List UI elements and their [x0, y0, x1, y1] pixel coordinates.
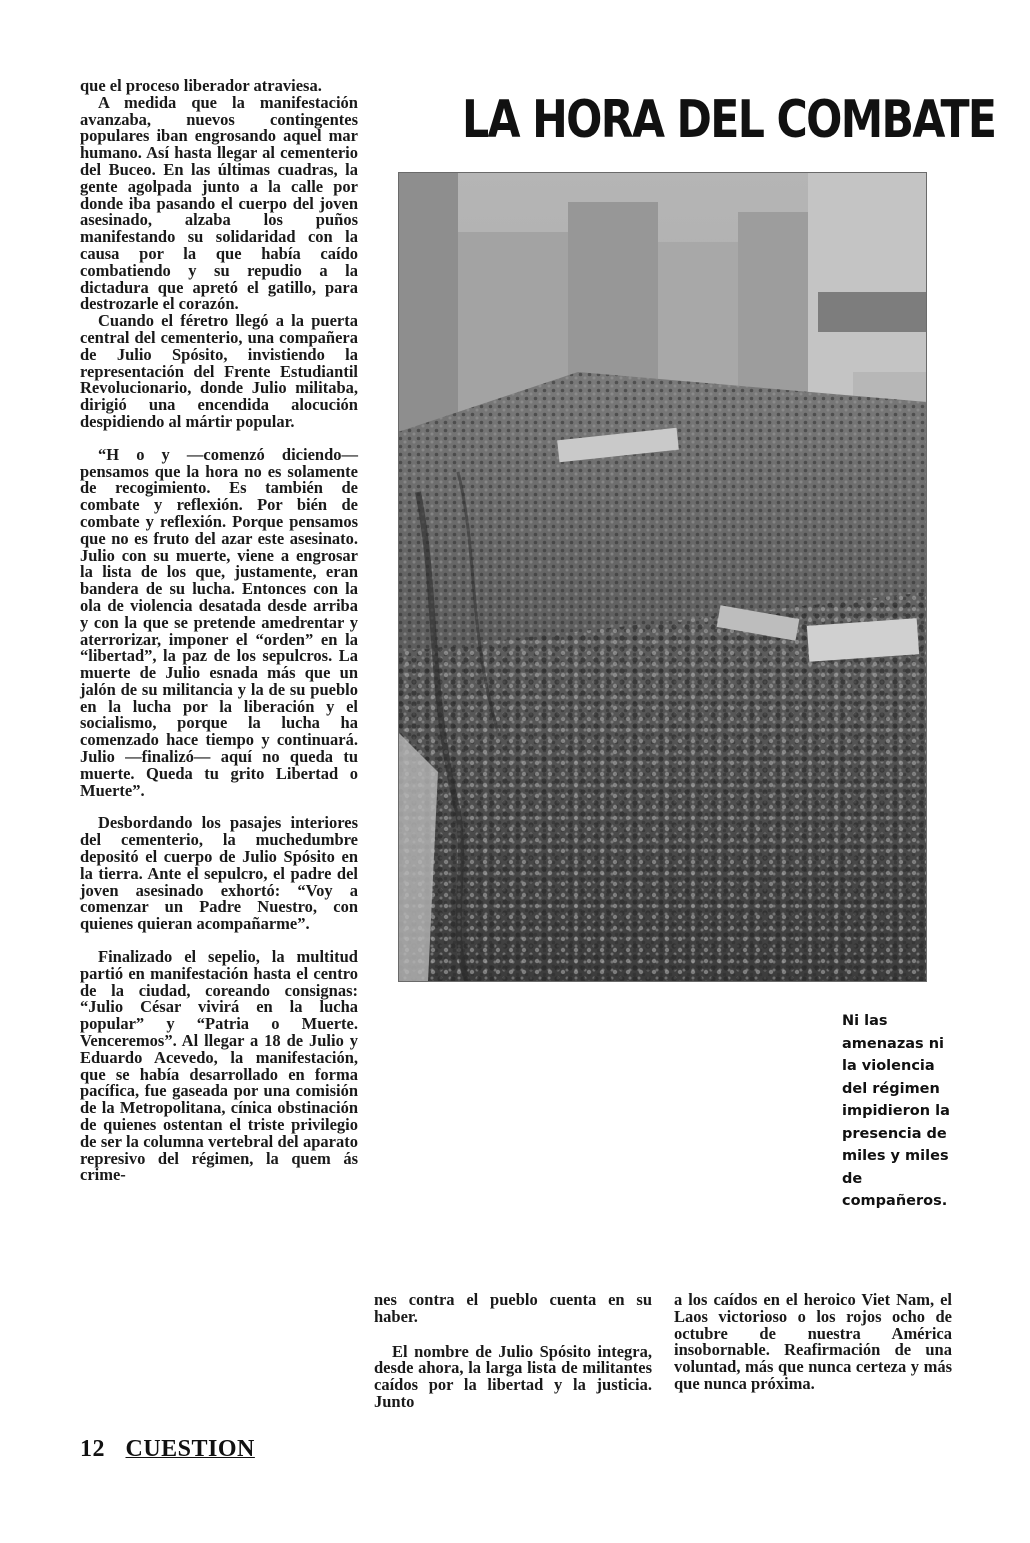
photo-caption: Ni las amenazas ni la violencia del régimen impidieron la presencia de miles y miles de compañeros. [842, 1013, 950, 1209]
paragraph: El nombre de Julio Spósito integra, desde ahora, la larga lista de militantes caídos por la libertad y la justicia. Junto [374, 1341, 652, 1411]
paragraph: A medida que la manifestación avanzaba, nuevos contingentes populares iban engrosando aquel mar humano. Así hasta llegar al cementerio del Buceo. En las últimas cuadras, la gente agolpada junto a la calle por donde iba pasando el cuerpo del joven asesinado, alzaba los puños manifestando su solidaridad con la causa por la que había caído combatiendo y su repudio a la dictadura que apretó el gatillo, para destrozarle el corazón. [80, 92, 358, 314]
magazine-name: CUESTION [125, 1436, 255, 1462]
article-left-column [80, 78, 358, 1184]
paragraph: Desbordando los pasajes interiores del cementerio, la muchedumbre depositó el cuerpo de Julio Spósito en la tierra. Ante el sepulcro, el padre del joven asesinado exhortó: “Voy a comenzar un Padre Nuestro, con quienes quieran acompañarme”. [80, 813, 358, 934]
headline: LA HORA DEL COMBATE [462, 90, 996, 150]
paragraph: Finalizado el sepelio, la multitud partió en manifestación hasta el centro de la ciudad, coreando consignas: “Julio César vivirá en la lucha popular” y “Patria o Muerte. Venceremos”. Al llegar a 18 de Julio y Eduardo Acevedo, la manifestación, que se había desarrollado en forma pacífica, fue gaseada por una comisión de la Metropolitana, cínica obstinación de quienes ostentan el triste privilegio de ser la columna vertebral del aparato represivo del régimen, la quem ás crime- [80, 947, 358, 1185]
paragraph-speech: “H o y —comenzó diciendo— pensamos que la hora no es solamente de recogimiento. Es también de combate y reflexión. Por bién de combate y reflexión. Porque pensamos que no es fruto del azar este asesinato. Julio con su muerte, viene a engrosar la lista de los que, justamente, eran bandera de su lucha. Entonces con la ola de violencia desatada desde arriba y con la que se pretende amedrentar y aterrorizar, imponer el “orden” en la “libertad”, la paz de los sepulcros. La muerte de Julio esnada más que un jalón de su militancia y la de su pueblo en la lucha por la liberación y el socialismo, porque la lucha ha comenzado hace tiempo y continuará. Julio —finalizó— aquí no queda tu muerte. Queda tu grito Libertad o Muerte”. [80, 444, 358, 800]
paragraph-continuation: que el proceso liberador atraviesa. [80, 76, 322, 95]
paragraph: nes contra el pueblo cuenta en su haber. [374, 1290, 652, 1326]
article-middle-column [374, 1292, 652, 1411]
page-footer [80, 1436, 255, 1463]
article-right-column [674, 1292, 952, 1393]
paragraph: a los caídos en el heroico Viet Nam, el Laos victorioso o los rojos ocho de octubre de nuestra América insobornable. Reafirmación de una voluntad, más que nunca certeza y más que nunca próxima. [674, 1290, 952, 1393]
paragraph: Cuando el féretro llegó a la puerta central del cementerio, una compañera de Julio Spósito, invistiendo la representación del Frente Estudiantil Revolucionario, donde Julio militaba, dirigió una encendida alocución despidiendo al mártir popular. [80, 311, 358, 431]
crowd-photo [398, 172, 927, 982]
page-number: 12 [80, 1436, 105, 1462]
